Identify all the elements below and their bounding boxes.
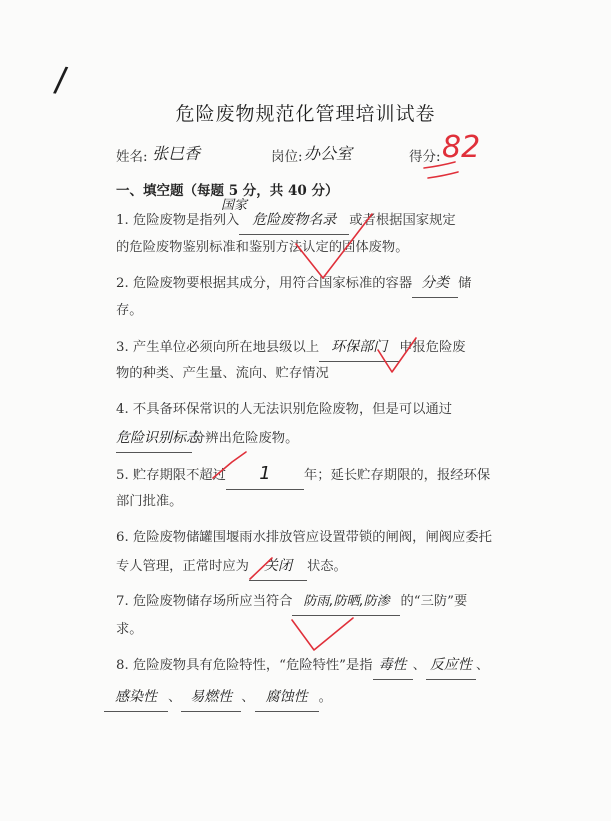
question-7-line2: 求。 [116, 622, 143, 637]
question-4: 4. 不具备环保常识的人无法识别危险废物，但是可以通过 [116, 402, 453, 417]
name-value: 张巳香 [152, 144, 201, 163]
q7-answer: 防雨,防晒,防渗 [303, 594, 390, 609]
question-1: 1. 危险废物是指列入 危险废物名录 或者根据国家规定 [116, 207, 456, 235]
page-title: 危险废物规范化管理培训试卷 [175, 103, 436, 125]
q3-answer: 环保部门 [331, 339, 388, 355]
q6-answer: 关闭 [263, 558, 292, 574]
q8-answer-2: 反应性 [429, 657, 472, 673]
section-heading: 一、填空题（每题 5 分，共 40 分） [116, 183, 339, 199]
score-underline-1 [424, 162, 455, 168]
question-5: 5. 贮存期限不超过 1 年；延长贮存期限的，报经环保 [116, 461, 490, 490]
page-mark: / [52, 59, 70, 101]
q2-answer: 分类 [421, 275, 450, 291]
question-6-line2: 专人管理，正常时应为 关闭 状态。 [116, 553, 347, 581]
check-mark-3 [213, 452, 246, 478]
question-7: 7. 危险废物储存场所应当符合 防雨,防晒,防渗 的“三防”要 [116, 589, 467, 616]
q8-answer-4: 易燃性 [190, 689, 233, 705]
post-label: 岗位: [271, 149, 303, 165]
score-label: 得分: [409, 149, 441, 165]
q8-answer-5: 腐蚀性 [265, 689, 308, 705]
question-5-line2: 部门批准。 [116, 494, 183, 509]
score-underline-2 [428, 172, 458, 178]
question-8-line2: 感染性 、 易燃性 、 腐蚀性 。 [104, 684, 332, 712]
q4-answer: 危险识别标志 [116, 430, 200, 446]
score-value: 82 [442, 130, 481, 165]
question-4-line2: 危险识别标志分辨出危险废物。 [116, 425, 298, 453]
q5-answer: 1 [259, 463, 271, 484]
question-3: 3. 产生单位必须向所在地县级以上 环保部门 申报危险废 [116, 334, 466, 362]
question-1-line2: 的危险废物鉴别标准和鉴别方法认定的固体废物。 [116, 240, 409, 255]
q1-annotation: 国家 [221, 198, 248, 213]
post-value: 办公室 [304, 144, 353, 163]
question-8: 8. 危险废物具有危险特性，“危险特性”是指 毒性 、 反应性 、 [116, 652, 489, 680]
q1-answer: 危险废物名录 [252, 212, 337, 228]
question-2-line2: 存。 [116, 303, 143, 318]
check-mark-1 [296, 214, 372, 278]
check-mark-4 [250, 558, 272, 579]
question-6: 6. 危险废物储罐围堰雨水排放管应设置带锁的闸阀，闸阀应委托 [116, 530, 492, 545]
check-mark-2 [378, 338, 416, 372]
question-2: 2. 危险废物要根据其成分，用符合国家标准的容器 分类 储 [116, 270, 471, 298]
check-mark-5 [292, 618, 353, 650]
q8-answer-1: 毒性 [378, 657, 407, 673]
name-label: 姓名: [116, 149, 148, 165]
q8-answer-3: 感染性 [115, 689, 157, 705]
question-3-line2: 物的种类、产生量、流向、贮存情况 [116, 366, 329, 381]
